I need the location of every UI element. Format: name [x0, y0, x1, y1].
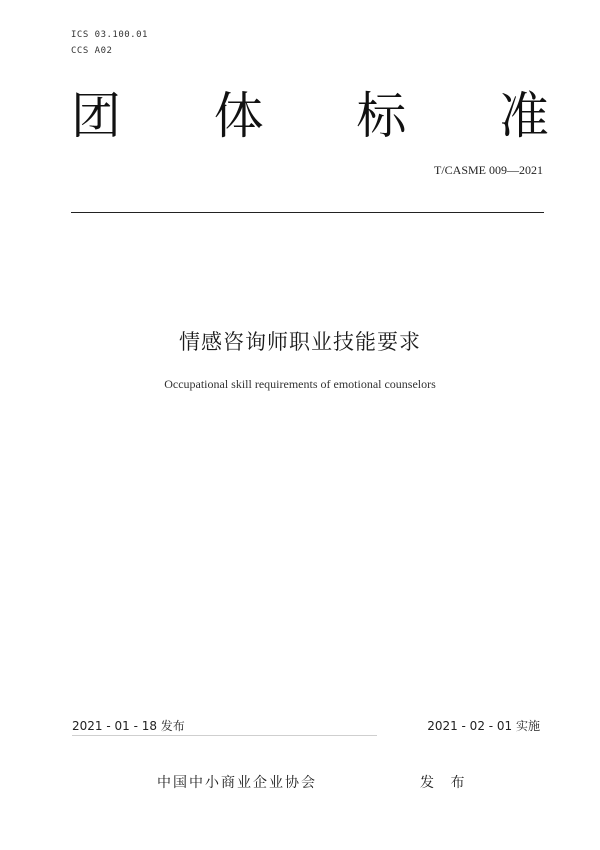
ics-code: ICS 03.100.01: [71, 30, 148, 40]
issue-date: 2021 - 01 - 18 发布: [72, 719, 185, 733]
standard-type-char-1: 团: [71, 87, 121, 145]
document-title-chinese: 情感咨询师职业技能要求: [179, 330, 421, 354]
standard-type-char-3: 标: [356, 87, 407, 145]
standard-type-char-4: 准: [498, 87, 549, 145]
ccs-code: CCS A02: [71, 46, 113, 56]
document-title-english: Occupational skill requirements of emotional counselors: [164, 377, 436, 391]
top-divider: [71, 212, 544, 213]
bottom-divider: [72, 735, 377, 736]
standard-type-char-2: 体: [213, 87, 264, 145]
publish-label: 发 布: [420, 775, 471, 791]
implementation-date: 2021 - 02 - 01 实施: [427, 719, 540, 733]
publisher-name: 中国中小商业企业协会: [157, 775, 317, 791]
standard-type-heading: [70, 86, 550, 146]
standard-code: T/CASME 009—2021: [433, 163, 543, 177]
